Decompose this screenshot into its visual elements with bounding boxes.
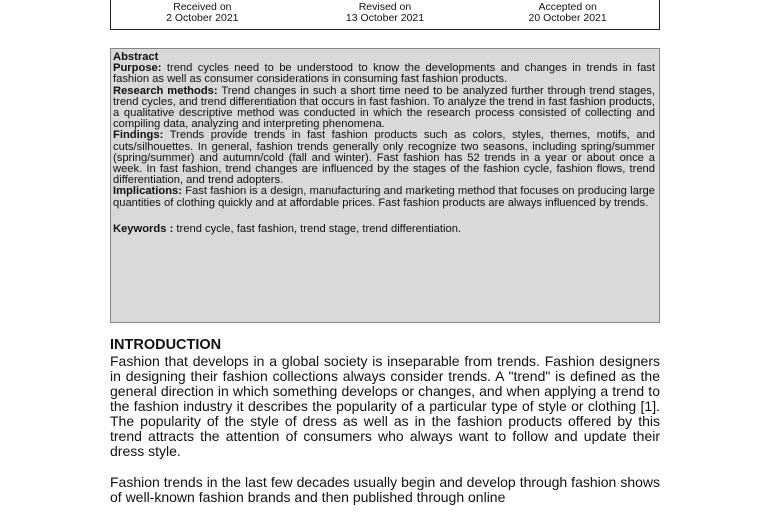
received-value: 2 October 2021 (166, 12, 239, 24)
accepted-date (477, 0, 658, 24)
abstract-methods (113, 86, 655, 131)
keywords-text: trend cycle, fast fashion, trend stage, trend differentiation. (173, 222, 462, 235)
abstract-keywords (113, 224, 655, 235)
introduction-heading: INTRODUCTION (110, 337, 222, 353)
accepted-label: Accepted on (538, 1, 597, 13)
submission-dates-table (110, 0, 660, 30)
introduction-section (110, 337, 660, 521)
abstract-title: Abstract (113, 51, 159, 63)
purpose-label: Purpose: (113, 62, 162, 75)
received-date (112, 0, 293, 24)
revised-value: 13 October 2021 (345, 12, 425, 24)
abstract-purpose (113, 63, 655, 85)
methods-text: Trend changes in such a short time need to be analyzed further through trend stages, trend cycles, and trend differentiation that occurs in fast fashion. To analyze the trend in fast fashion products, a qualitative descriptive method was conducted in which the research process consisted of collecting and compiling data, analyzing and interpreting phenomena. (113, 84, 655, 131)
keywords-label: Keywords : (113, 222, 174, 235)
purpose-text: trend cycles need to be understood to know the developments and changes in trends in fast fashion as well as consumer considerations in consuming fast fashion products. (113, 62, 655, 86)
revised-date (295, 0, 476, 24)
findings-label: Findings: (113, 129, 164, 142)
introduction-paragraph-2: Fashion trends in the last few decades usually begin and develop through fashion shows of well-known fashion brands and then published through online (110, 474, 660, 505)
received-label: Received on (173, 1, 232, 13)
abstract-box (110, 48, 660, 323)
implications-text: Fast fashion is a design, manufacturing and marketing method that focuses on producing large quantities of clothing quickly and at affordable prices. Fast fashion products are always influenced by trends. (113, 185, 655, 209)
revised-label: Revised on (358, 1, 412, 13)
findings-text: Trends provide trends in fast fashion products such as colors, styles, themes, motifs, and cuts/silhouettes. In general, fashion trends generally only recognize two seasons, including spring/summer (spring/summer) and autumn/cold (fall and winter). Fast fashion has 52 trends in a year or about once a week. In fast fashion, trend changes are influenced by the stages of the fashion cycle, fashion flows, trend differentiation, and trend adopters. (113, 129, 655, 187)
abstract-implications (113, 186, 655, 208)
abstract-findings (113, 130, 655, 186)
methods-label: Research methods: (113, 84, 218, 97)
accepted-value: 20 October 2021 (528, 12, 607, 24)
introduction-paragraph-1: Fashion that develops in a global society is inseparable from trends. Fashion designers in designing their fashion collections always consider trends. A "trend" is defined as the general direction in which something develops or changes, and when applying a trend to the fashion industry it describes the popularity of a particular type of style or clothing [1]. The popularity of the style of dress as well as in the fashion products offered by this trend attracts the attention of consumers who always want to follow and update their dress style. (110, 353, 660, 459)
implications-label: Implications: (113, 185, 182, 198)
